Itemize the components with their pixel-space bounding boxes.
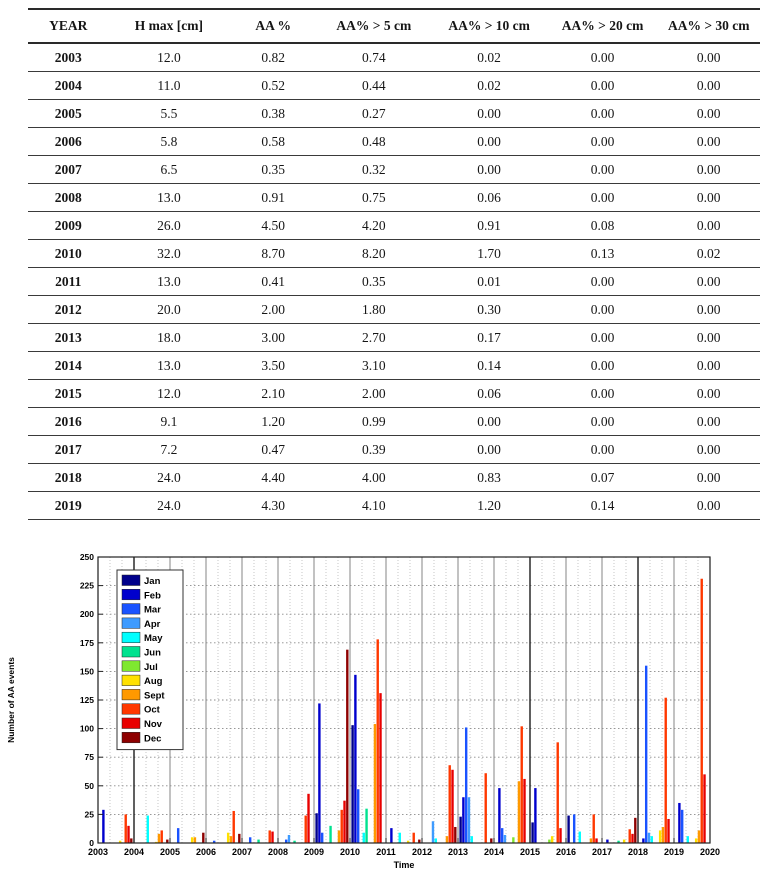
table-cell: 0.44 — [362, 77, 386, 93]
aa-events-figure — [0, 540, 782, 871]
x-tick-label: 2005 — [159, 847, 181, 857]
bar-jun — [365, 809, 367, 843]
legend-label: May — [144, 633, 163, 645]
table-cell: 0.00 — [590, 133, 615, 149]
table-cell: 0.00 — [590, 273, 615, 289]
legend-swatch — [122, 661, 140, 672]
table-cell: 2019 — [54, 497, 82, 513]
table-cell: 2.00 — [261, 301, 285, 317]
table-cell: 0.58 — [261, 133, 285, 149]
x-tick-label: 2009 — [303, 847, 325, 857]
table-row — [28, 464, 760, 492]
legend-label: Feb — [144, 590, 161, 602]
table-row — [28, 72, 760, 100]
table-cell: 2006 — [54, 133, 82, 149]
table-cell: 0.01 — [477, 273, 501, 289]
y-tick-label: 100 — [79, 723, 94, 734]
x-tick-label: 2014 — [483, 847, 505, 857]
table-cell: 2013 — [54, 329, 82, 345]
table-cell: 0.35 — [362, 273, 386, 289]
legend-label: Oct — [144, 704, 160, 716]
bar-nov — [595, 838, 597, 843]
table-cell: 2016 — [54, 413, 82, 429]
table-row — [28, 324, 760, 352]
table-cell: 32.0 — [157, 245, 181, 261]
table-cell: 0.02 — [477, 49, 501, 65]
bar-sept — [698, 830, 700, 843]
bar-oct — [557, 742, 559, 843]
table-cell: 0.06 — [477, 189, 501, 205]
bar-mar — [573, 814, 575, 843]
table-cell: 12.0 — [157, 49, 181, 65]
table-cell: 2007 — [54, 161, 82, 177]
table-cell: 0.00 — [696, 413, 721, 429]
bar-apr — [504, 835, 506, 843]
bar-may — [399, 833, 401, 843]
table-cell: 0.75 — [362, 189, 386, 205]
table-row — [28, 380, 760, 408]
table-cell: 4.30 — [261, 497, 285, 513]
table-cell: 0.74 — [362, 49, 386, 65]
table-cell: 26.0 — [157, 217, 181, 233]
y-tick-label: 125 — [79, 695, 94, 705]
table-cell: 0.27 — [362, 105, 386, 121]
legend-label: Jul — [144, 661, 158, 673]
table-row — [28, 296, 760, 324]
bar-dec — [346, 650, 348, 843]
bar-may — [687, 836, 689, 843]
bar-nov — [343, 801, 345, 843]
legend-swatch — [122, 575, 140, 586]
bar-aug — [191, 837, 193, 843]
table-cell: 0.02 — [696, 245, 721, 261]
table-cell: 0.00 — [590, 385, 615, 401]
table-cell: 4.50 — [261, 217, 285, 233]
table-row — [28, 128, 760, 156]
y-tick-label: 250 — [79, 552, 94, 562]
table-cell: 0.00 — [696, 217, 721, 233]
legend-swatch — [122, 675, 140, 686]
table-cell: 2012 — [54, 301, 82, 317]
x-tick-label: 2019 — [663, 847, 685, 857]
bar-nov — [631, 834, 633, 843]
bar-sept — [590, 838, 592, 843]
table-cell: 0.30 — [477, 301, 501, 317]
aa-yearly-table — [28, 8, 760, 520]
bar-mar — [501, 828, 503, 843]
column-header: AA% > 10 cm — [448, 18, 530, 33]
bar-sept — [158, 834, 160, 843]
table-cell: 24.0 — [157, 497, 181, 513]
bar-feb — [678, 803, 680, 843]
bar-sept — [194, 837, 196, 843]
table-cell: 4.40 — [261, 469, 285, 485]
table-cell: 2005 — [54, 105, 82, 121]
bar-oct — [233, 811, 235, 843]
bar-sept — [374, 724, 376, 843]
y-tick-label: 150 — [79, 666, 94, 677]
x-tick-label: 2011 — [376, 847, 396, 857]
table-cell: 8.70 — [261, 245, 285, 261]
table-cell: 0.00 — [477, 161, 501, 177]
bar-oct — [665, 698, 667, 843]
bar-nov — [667, 819, 669, 843]
bar-dec — [238, 834, 240, 843]
bar-oct — [161, 830, 163, 843]
legend-swatch — [122, 704, 140, 715]
bar-mar — [321, 833, 323, 843]
bar-oct — [269, 830, 271, 843]
table-cell: 0.00 — [696, 357, 721, 373]
table-cell: 0.83 — [477, 469, 501, 485]
table-cell: 1.70 — [477, 245, 501, 261]
bar-mar — [681, 810, 683, 843]
bar-jan — [351, 725, 353, 843]
table-cell: 0.00 — [477, 105, 501, 121]
legend-swatch — [122, 718, 140, 729]
bar-mar — [249, 837, 251, 843]
bar-oct — [521, 726, 523, 843]
x-tick-label: 2008 — [267, 847, 289, 857]
x-tick-label: 2013 — [447, 847, 469, 857]
bar-aug — [551, 836, 553, 843]
bar-dec — [130, 838, 132, 843]
table-cell: 2014 — [54, 357, 82, 373]
bar-nov — [307, 794, 309, 843]
y-tick-label: 200 — [79, 609, 94, 620]
column-header: AA% > 5 cm — [336, 18, 412, 33]
bar-jan — [459, 817, 461, 843]
y-axis-label: Number of AA events — [6, 657, 16, 743]
bar-oct — [449, 765, 451, 843]
table-row — [28, 212, 760, 240]
table-cell: 0.14 — [590, 497, 615, 513]
bar-apr — [648, 833, 650, 843]
table-cell: 0.00 — [696, 189, 721, 205]
table-cell: 11.0 — [157, 77, 181, 93]
bar-dec — [634, 818, 636, 843]
legend-label: Sept — [144, 690, 165, 702]
bar-may — [579, 832, 581, 843]
bar-oct — [305, 816, 307, 843]
table-row — [28, 240, 760, 268]
table-cell: 0.00 — [590, 357, 615, 373]
table-cell: 0.52 — [261, 77, 285, 93]
table-cell: 0.47 — [261, 441, 285, 457]
bar-apr — [468, 797, 470, 843]
table-row — [28, 408, 760, 436]
bar-oct — [413, 833, 415, 843]
legend-swatch — [122, 632, 140, 643]
table-cell: 0.48 — [362, 133, 386, 149]
x-tick-label: 2010 — [339, 847, 361, 857]
table-cell: 0.00 — [696, 385, 721, 401]
y-tick-label: 0 — [89, 838, 94, 848]
x-tick-label: 2020 — [699, 847, 721, 857]
table-header — [28, 9, 760, 43]
bar-nov — [559, 828, 561, 843]
table-cell: 0.39 — [362, 441, 386, 457]
table-cell: 0.00 — [696, 161, 721, 177]
table-cell: 2003 — [54, 49, 82, 65]
table-cell: 0.38 — [261, 105, 285, 121]
table-cell: 5.5 — [160, 105, 178, 121]
table-cell: 0.00 — [696, 497, 721, 513]
table-cell: 0.41 — [261, 273, 285, 289]
bar-feb — [642, 838, 644, 843]
y-tick-label: 75 — [84, 752, 94, 763]
bar-sept — [338, 830, 340, 843]
table-cell: 9.1 — [160, 413, 178, 429]
bar-nov — [127, 826, 129, 843]
legend-item — [122, 689, 165, 701]
table-cell: 1.20 — [261, 413, 285, 429]
bar-apr — [432, 821, 434, 843]
table-row — [28, 43, 760, 72]
x-axis-label: Time — [393, 860, 415, 870]
bar-oct — [341, 810, 343, 843]
table-row — [28, 436, 760, 464]
bar-jul — [512, 837, 514, 843]
table-row — [28, 156, 760, 184]
table-cell: 2010 — [54, 245, 82, 261]
table-cell: 0.00 — [696, 441, 721, 457]
table-cell: 0.06 — [477, 385, 501, 401]
table-cell: 0.82 — [261, 49, 285, 65]
column-header: AA% > 20 cm — [561, 18, 644, 33]
bar-sept — [518, 781, 520, 843]
table-cell: 2018 — [54, 469, 82, 485]
table-cell: 0.07 — [590, 469, 615, 485]
legend-swatch — [122, 604, 140, 615]
table-cell: 0.00 — [477, 133, 501, 149]
table-cell: 3.00 — [261, 329, 285, 345]
column-header: AA % — [255, 18, 292, 33]
bar-aug — [227, 833, 229, 843]
table-cell: 4.20 — [362, 217, 386, 233]
bar-jan — [315, 813, 317, 843]
table-cell: 0.00 — [590, 441, 615, 457]
bar-may — [147, 816, 149, 843]
table-cell: 4.10 — [362, 497, 386, 513]
legend-swatch — [122, 689, 140, 700]
table-cell: 18.0 — [157, 329, 181, 345]
table-cell: 0.35 — [261, 161, 285, 177]
table-cell: 0.00 — [590, 329, 615, 345]
bar-mar — [645, 666, 647, 843]
bar-aug — [659, 830, 661, 843]
bar-may — [363, 833, 365, 843]
table-cell: 0.00 — [696, 133, 721, 149]
table-row — [28, 268, 760, 296]
bar-feb — [498, 788, 500, 843]
table-cell: 0.00 — [590, 301, 615, 317]
table-row — [28, 100, 760, 128]
table-cell: 0.08 — [590, 217, 615, 233]
bar-mar — [357, 789, 359, 843]
table-cell: 5.8 — [160, 133, 178, 149]
bar-oct — [593, 814, 595, 843]
table-cell: 0.91 — [261, 189, 285, 205]
bar-jun — [329, 826, 331, 843]
table-cell: 7.2 — [160, 441, 178, 457]
bar-may — [435, 838, 437, 843]
bar-sept — [230, 836, 232, 843]
y-tick-label: 25 — [84, 809, 94, 820]
legend-label: Nov — [144, 719, 162, 730]
table-cell: 2.10 — [261, 385, 285, 401]
column-header: YEAR — [49, 18, 88, 33]
legend-label: Aug — [144, 676, 163, 688]
table-cell: 0.00 — [696, 77, 721, 93]
table-cell: 13.0 — [157, 189, 181, 205]
table-cell: 0.00 — [696, 273, 721, 289]
table-cell: 0.00 — [590, 161, 615, 177]
bar-mar — [465, 727, 467, 843]
bar-oct — [629, 829, 631, 843]
table-cell: 13.0 — [157, 357, 181, 373]
table-cell: 0.32 — [362, 161, 386, 177]
table-cell: 0.00 — [590, 105, 615, 121]
table-cell: 0.00 — [590, 189, 615, 205]
table-cell: 6.5 — [160, 161, 178, 177]
table-cell: 4.00 — [362, 469, 386, 485]
table-cell: 0.00 — [696, 49, 721, 65]
table-cell: 0.00 — [590, 49, 615, 65]
bar-dec — [454, 827, 456, 843]
bar-may — [651, 836, 653, 843]
bar-nov — [379, 693, 381, 843]
legend-label: Dec — [144, 733, 162, 745]
legend-swatch — [122, 732, 140, 743]
table-cell: 3.10 — [362, 357, 386, 373]
column-header: AA% > 30 cm — [667, 18, 750, 33]
table-cell: 2.00 — [362, 385, 386, 401]
table-cell: 0.91 — [477, 217, 501, 233]
legend-swatch — [122, 618, 140, 629]
bar-feb — [462, 797, 464, 843]
x-tick-label: 2018 — [627, 847, 649, 857]
column-header: H max [cm] — [134, 18, 204, 33]
x-tick-label: 2003 — [87, 847, 109, 857]
bar-nov — [523, 779, 525, 843]
bar-oct — [701, 579, 703, 843]
y-tick-label: 50 — [84, 780, 94, 791]
table-cell: 2017 — [54, 441, 82, 457]
table-cell: 0.00 — [477, 413, 501, 429]
x-tick-label: 2012 — [411, 847, 433, 857]
table-cell: 2.70 — [362, 329, 386, 345]
table-cell: 0.00 — [696, 301, 721, 317]
bar-aug — [695, 838, 697, 843]
table-body — [28, 43, 760, 520]
x-tick-label: 2004 — [123, 847, 145, 857]
legend-item — [122, 661, 158, 673]
bar-chart — [0, 540, 782, 871]
table-cell: 13.0 — [157, 273, 181, 289]
table-row — [28, 492, 760, 520]
bar-jan — [567, 816, 569, 843]
x-tick-label: 2007 — [231, 847, 253, 857]
bar-feb — [318, 703, 320, 843]
y-tick-label: 175 — [79, 637, 94, 648]
legend-label: Jan — [144, 576, 161, 587]
table-row — [28, 352, 760, 380]
bar-dec — [202, 833, 204, 843]
bar-sept — [446, 836, 448, 843]
x-tick-label: 2016 — [555, 847, 577, 857]
x-tick-label: 2015 — [519, 847, 541, 857]
table-cell: 2004 — [54, 77, 82, 93]
table-cell: 0.17 — [477, 329, 501, 345]
table-cell: 24.0 — [157, 469, 181, 485]
bar-nov — [451, 770, 453, 843]
table-cell: 0.00 — [696, 469, 721, 485]
table-cell: 0.02 — [477, 77, 501, 93]
legend-swatch — [122, 589, 140, 600]
x-tick-label: 2017 — [591, 847, 613, 857]
bar-may — [471, 836, 473, 843]
bar-feb — [534, 788, 536, 843]
legend-swatch — [122, 647, 140, 658]
legend — [117, 570, 183, 750]
table-row — [28, 184, 760, 212]
y-tick-label: 225 — [79, 580, 94, 591]
table-cell: 2011 — [55, 273, 82, 289]
legend-label: Apr — [144, 618, 161, 630]
table-cell: 2009 — [54, 217, 82, 233]
table-cell: 0.99 — [362, 413, 386, 429]
table-cell: 0.14 — [477, 357, 501, 373]
table-cell: 8.20 — [362, 245, 386, 261]
bar-oct — [125, 814, 127, 843]
table-cell: 1.20 — [477, 497, 501, 513]
bar-oct — [485, 773, 487, 843]
legend-label: Mar — [144, 604, 161, 616]
bar-dec — [490, 838, 492, 843]
bar-nov — [271, 832, 273, 843]
x-tick-label: 2006 — [195, 847, 217, 857]
table-cell: 20.0 — [157, 301, 181, 317]
table-cell: 0.00 — [696, 329, 721, 345]
table-cell: 0.00 — [696, 105, 721, 121]
table-cell: 3.50 — [261, 357, 285, 373]
table-cell: 1.80 — [362, 301, 386, 317]
bar-jan — [531, 822, 533, 843]
bar-sept — [662, 827, 664, 843]
table-cell: 0.00 — [590, 77, 615, 93]
table-cell: 0.00 — [477, 441, 501, 457]
table-cell: 2015 — [54, 385, 82, 401]
legend-label: Jun — [144, 647, 161, 659]
table-cell: 2008 — [54, 189, 82, 205]
bar-oct — [377, 639, 379, 843]
table-cell: 12.0 — [157, 385, 181, 401]
bar-apr — [288, 835, 290, 843]
bar-feb — [354, 675, 356, 843]
bar-nov — [703, 774, 705, 843]
table-cell: 0.13 — [590, 245, 615, 261]
table-cell: 0.00 — [590, 413, 615, 429]
table-header-row — [28, 9, 760, 43]
bar-feb — [390, 828, 392, 843]
bar-mar — [177, 828, 179, 843]
